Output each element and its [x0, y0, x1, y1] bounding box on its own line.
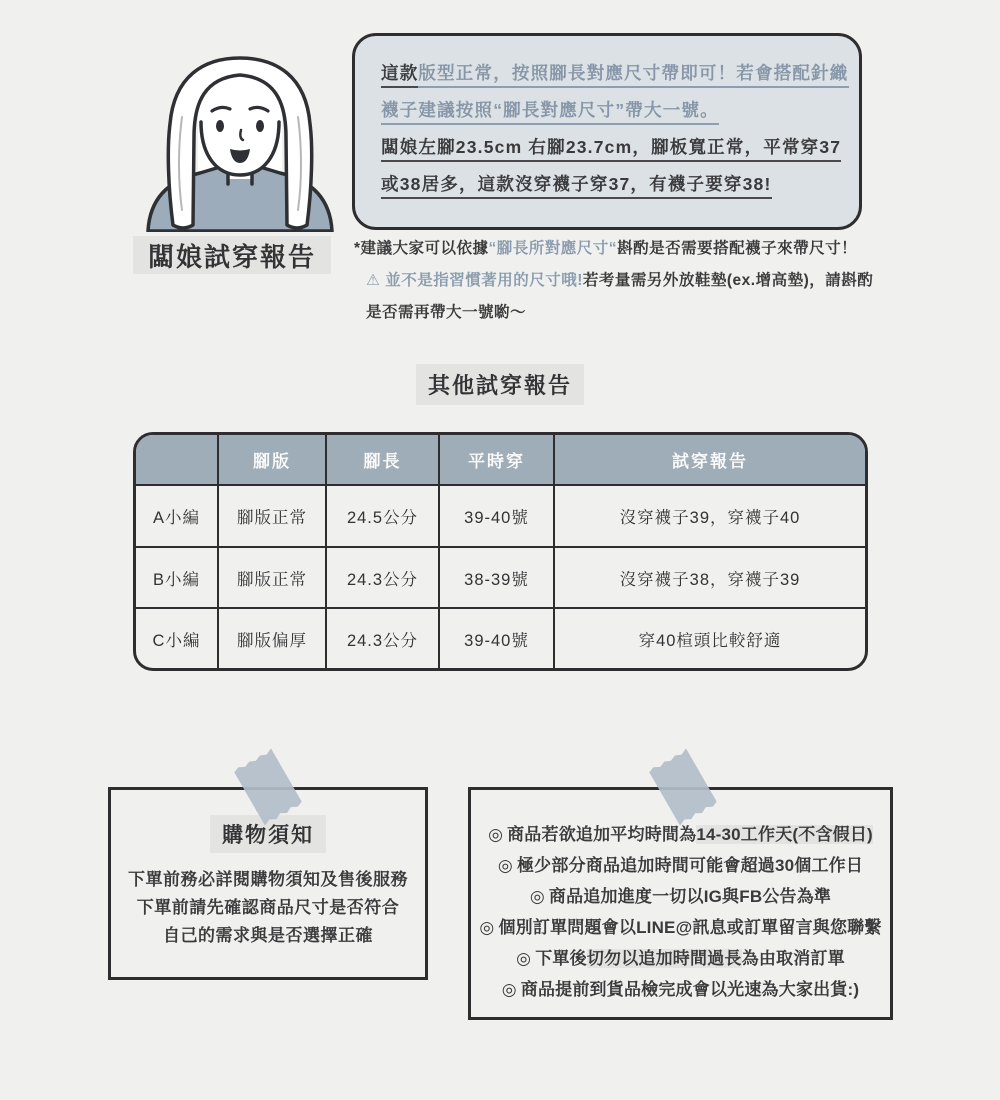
table-cell: 24.5公分 — [326, 485, 439, 547]
table-cell: 腳版偏厚 — [218, 608, 326, 668]
note-line — [354, 233, 914, 265]
table-cell: A小編 — [136, 485, 218, 547]
text-segment: 商品追加進度一切以IG與FB公告為準 — [548, 887, 832, 906]
table-cell: 沒穿襪子39，穿襪子40 — [554, 485, 865, 547]
speech-bubble — [352, 33, 862, 230]
notice-line: 下單前請先確認商品尺寸是否符合 — [136, 898, 400, 917]
table — [136, 435, 865, 668]
text-segment: 商品若欲追加平均時間為 — [507, 825, 697, 844]
text-segment: *建議大家可以依據 — [354, 240, 489, 257]
table-cell: 沒穿襪子38，穿襪子39 — [554, 547, 865, 609]
text-segment: 是否需再帶大一號喲～ — [366, 304, 527, 321]
fitting-report-table — [133, 432, 868, 671]
avatar-eye-left — [216, 120, 224, 132]
table-cell: B小編 — [136, 547, 218, 609]
notice-lines — [111, 866, 425, 950]
table-cell: 38-39號 — [439, 547, 554, 609]
text-segment: 14-30工作天(不含假日) — [696, 825, 873, 844]
notice-line: 下單前務必詳閱購物須知及售後服務 — [128, 870, 408, 889]
page-title: 闆娘試穿報告 — [133, 236, 331, 274]
bullet-icon: ◎ — [501, 980, 517, 999]
text-segment: 若考量需另外放鞋墊(ex.增高墊)，請斟酌 — [582, 272, 874, 289]
text-segment: “腳長所對應尺寸“ — [488, 240, 618, 257]
bullet-icon: ◎ — [479, 918, 495, 937]
text-segment: 襪子建議按照“腳長對應尺寸”帶大一號。 — [381, 100, 719, 125]
table-cell: 24.3公分 — [326, 608, 439, 668]
avatar — [140, 42, 340, 232]
woman-avatar-illustration — [140, 42, 340, 232]
table-cell: 腳版正常 — [218, 547, 326, 609]
table-cell: 24.3公分 — [326, 547, 439, 609]
text-segment: 為由取消訂單 — [741, 949, 845, 968]
text-segment: 這款 — [381, 63, 418, 88]
table-cell: 39-40號 — [439, 608, 554, 668]
bubble-text — [381, 56, 859, 204]
text-segment: 極少部分商品追加時間可能會超過30個工作日 — [516, 856, 864, 875]
text-segment: 版型正常，按照腳長對應尺寸帶即可！若會搭配針織 — [418, 63, 848, 88]
bubble-line — [381, 56, 859, 93]
table-row — [136, 485, 865, 547]
text-segment: 斟酌是否需要搭配襪子來帶尺寸！ — [617, 240, 858, 257]
table-head — [136, 435, 865, 485]
avatar-eye-right — [256, 120, 264, 132]
section-heading-wrap — [0, 364, 1000, 405]
text-segment: 並不是指習慣著用的尺寸哦! — [385, 272, 583, 289]
restock-line — [471, 850, 890, 881]
column-header: 平時穿 — [439, 435, 554, 485]
bullet-icon: ◎ — [497, 856, 513, 875]
table-header-row — [136, 435, 865, 485]
restock-line — [471, 912, 890, 943]
bubble-line — [381, 93, 859, 130]
bullet-icon: ◎ — [529, 887, 545, 906]
bubble-line — [381, 167, 859, 204]
table-cell: C小編 — [136, 608, 218, 668]
bubble-line — [381, 130, 859, 167]
note-line — [354, 297, 914, 329]
text-segment: 闆娘左腳23.5cm 右腳23.7cm，腳板寬正常，平常穿37 — [381, 137, 841, 162]
text-segment: 個別訂單問題會以LINE@訊息或訂單留言與您聯繫 — [498, 918, 882, 937]
column-header: 試穿報告 — [554, 435, 865, 485]
text-segment: 下單後 — [535, 949, 587, 968]
sizing-note — [354, 233, 914, 329]
restock-line — [471, 881, 890, 912]
notice-line: 自己的需求與是否選擇正確 — [163, 926, 373, 945]
table-cell: 腳版正常 — [218, 485, 326, 547]
column-header — [136, 435, 218, 485]
notice-title: 購物須知 — [210, 815, 326, 853]
restock-line — [471, 943, 890, 974]
text-segment: 切勿以追加時間過長 — [586, 949, 742, 968]
note-line — [354, 265, 914, 297]
table-row — [136, 608, 865, 668]
warning-icon: ⚠ — [366, 272, 386, 289]
bullet-icon: ◎ — [516, 949, 532, 968]
column-header: 腳長 — [326, 435, 439, 485]
table-body — [136, 485, 865, 668]
bullet-icon: ◎ — [488, 825, 504, 844]
table-cell: 39-40號 — [439, 485, 554, 547]
restock-line — [471, 974, 890, 1005]
text-segment: 商品提前到貨品檢完成會以光速為大家出貨:) — [520, 980, 860, 999]
restock-lines — [471, 819, 890, 1005]
table-cell: 穿40楦頭比較舒適 — [554, 608, 865, 668]
table-row — [136, 547, 865, 609]
column-header: 腳版 — [218, 435, 326, 485]
text-segment: 或38居多，這款沒穿襪子穿37，有襪子要穿38! — [381, 174, 772, 199]
section-heading: 其他試穿報告 — [416, 364, 584, 405]
